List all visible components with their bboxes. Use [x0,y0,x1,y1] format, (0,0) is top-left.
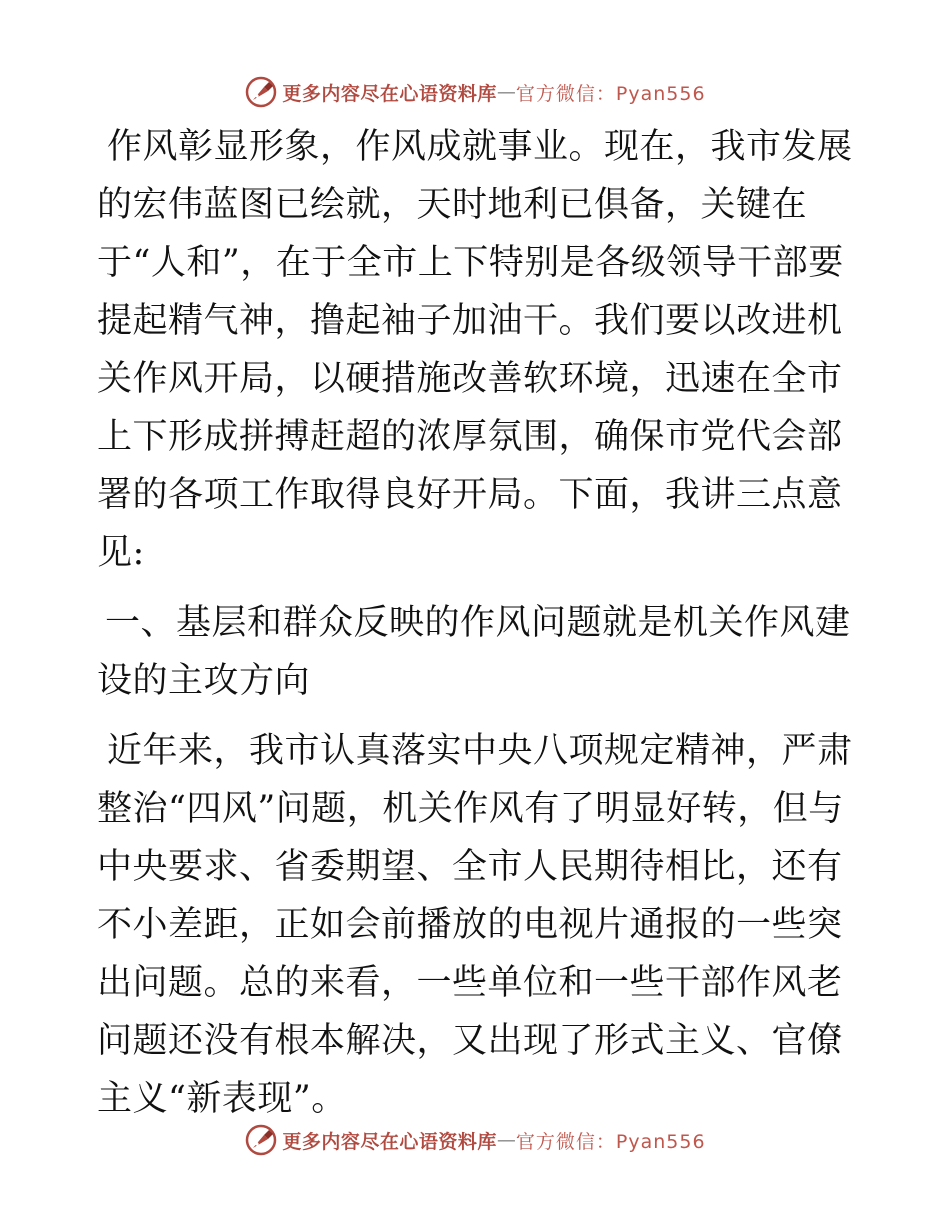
watermark-brand: 更多内容尽在心语资料库 [282,82,497,105]
watermark-contact: 官方微信：Pyan556 [515,1130,706,1153]
intro-paragraph: 作风彰显形象，作风成就事业。现在，我市发展的宏伟蓝图已绘就，天时地利已俱备，关键在于“人和”，在于全市上下特别是各级领导干部要提起精气神，撸起袖子加油干。我们要以改进机关作风开局，以硬措施改善软环境，迅速在全市上下形成拼搏赶超的浓厚氛围，确保市党代会部署的各项工作取得良好开局。下面，我讲三点意见: [97,127,853,573]
watermark-brand: 更多内容尽在心语资料库 [282,1130,497,1153]
body-paragraph: 近年来，我市认真落实中央八项规定精神，严肃整治“四风”问题，机关作风有了明显好转，但与中央要求、省委期望、全市人民期待相比，还有不小差距，正如会前播放的电视片通报的一些突出问题。总的来看，一些单位和一些干部作风老问题还没有根本解决，又出现了形式主义、官僚主义“新表现”。 [97,731,853,1119]
document-body [97,118,857,1128]
watermark-separator: — [496,1129,516,1151]
watermark-header [0,72,950,112]
section-heading: 一、基层和群众反映的作风问题就是机关作风建设的主攻方向 [97,603,851,701]
pen-nib-icon [244,75,278,109]
watermark-footer [0,1120,950,1160]
watermark-separator: — [496,81,516,103]
watermark-contact: 官方微信：Pyan556 [515,82,706,105]
pen-nib-icon [244,1123,278,1157]
